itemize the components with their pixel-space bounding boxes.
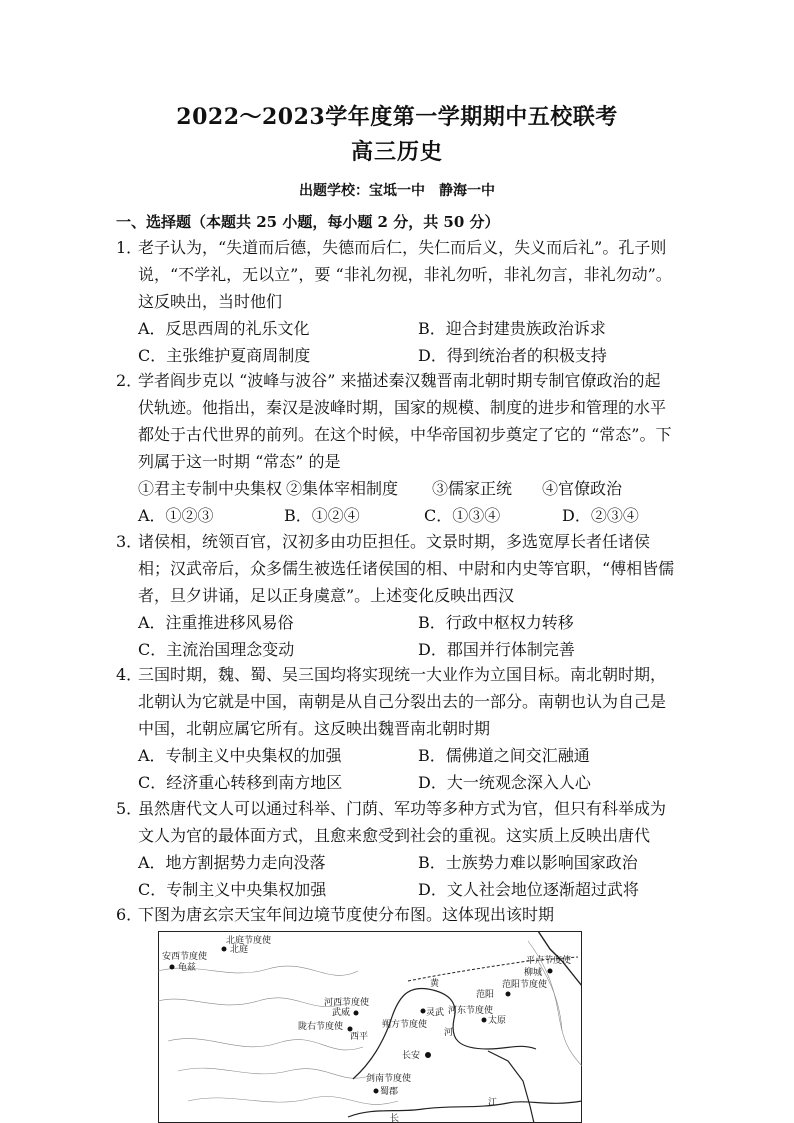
option-a[interactable]: A．地方割据势力走向没落 bbox=[138, 853, 326, 872]
option-d[interactable]: D．大一统观念深入人心 bbox=[418, 773, 591, 792]
statement-3: ③儒家正统 bbox=[432, 479, 513, 498]
city-beiting bbox=[222, 947, 227, 952]
statement-2: ②集体宰相制度 bbox=[286, 479, 399, 498]
map-label: 黄 bbox=[430, 979, 440, 989]
question-number: 1． bbox=[116, 238, 143, 257]
map-label: 范阳 bbox=[476, 990, 495, 1000]
question-5 bbox=[116, 795, 676, 903]
city-changan bbox=[425, 1052, 431, 1058]
map-label: 剑南节度使 bbox=[366, 1074, 412, 1084]
option-a[interactable]: A．注重推进移风易俗 bbox=[138, 613, 294, 632]
question-stem: 老子认为，“失道而后德，失德而后仁，失仁而后义，失义而后礼”。孔子则说，“不学礼，无以立”，要 “非礼勿视，非礼勿听，非礼勿言，非礼勿动”。这反映出，当时他们 bbox=[138, 238, 672, 311]
option-list bbox=[138, 849, 676, 903]
exam-title: 2022～2023学年度第一学期期中五校联考 bbox=[176, 104, 618, 130]
city-qiuci bbox=[170, 965, 175, 970]
city-fanyang bbox=[506, 992, 511, 997]
question-number: 6． bbox=[116, 905, 143, 924]
option-list bbox=[138, 609, 676, 663]
map-label: 河西节度使 bbox=[324, 998, 370, 1008]
option-list bbox=[138, 502, 676, 529]
map-label: 龟兹 bbox=[178, 963, 197, 973]
option-c[interactable]: C．主流治国理念变动 bbox=[138, 640, 295, 659]
map-label: 长 bbox=[390, 1114, 400, 1123]
option-b[interactable]: B．①②④ bbox=[284, 506, 360, 525]
city-shujun bbox=[374, 1089, 379, 1094]
question-number: 2． bbox=[116, 371, 143, 390]
city-taiyuan bbox=[482, 1018, 487, 1023]
map-label: 朔方节度使 bbox=[382, 1020, 428, 1030]
section-heading: 一、选择题（本题共 25 小题，每小题 2 分，共 50 分） bbox=[116, 213, 500, 231]
map-label: 平卢节度使 bbox=[526, 956, 572, 966]
map-label: 河东节度使 bbox=[448, 1006, 494, 1016]
statement-1: ①君主专制中央集权 bbox=[138, 479, 283, 498]
tang-jiedushi-map bbox=[158, 931, 582, 1123]
question-1 bbox=[116, 234, 676, 369]
option-b[interactable]: B．士族势力难以影响国家政治 bbox=[418, 853, 638, 872]
map-label: 太原 bbox=[488, 1016, 507, 1026]
option-c[interactable]: C．专制主义中央集权加强 bbox=[138, 880, 327, 899]
question-2 bbox=[116, 367, 676, 529]
map-label: 西平 bbox=[350, 1032, 369, 1042]
option-c[interactable]: C．主张维护夏商周制度 bbox=[138, 346, 311, 365]
map-label: 灵武 bbox=[426, 1008, 445, 1018]
option-d[interactable]: D．文人社会地位逐渐超过武将 bbox=[418, 880, 639, 899]
option-d[interactable]: D．得到统治者的积极支持 bbox=[418, 346, 607, 365]
option-b[interactable]: B．行政中枢权力转移 bbox=[418, 613, 574, 632]
map-label: 陇右节度使 bbox=[298, 1022, 344, 1032]
question-stem: 学者阎步克以 “波峰与波谷” 来描述秦汉魏晋南北朝时期专制官僚政治的起伏轨迹。他指出，秦汉是波峰时期，国家的规模、制度的进步和管理的水平都处于古代世界的前列。在这个时候，中华帝国初步奠定了它的 “常态”。下列属于这一时期 “常态” 的是 bbox=[138, 371, 672, 471]
map-label: 蜀郡 bbox=[380, 1087, 399, 1097]
map-label: 江 bbox=[488, 1098, 498, 1108]
map-label: 武威 bbox=[332, 1008, 351, 1018]
option-b[interactable]: B．儒佛道之间交汇融通 bbox=[418, 746, 590, 765]
setter-schools: 出题学校：宝坻一中 静海一中 bbox=[299, 183, 495, 199]
city-wuwei bbox=[354, 1011, 359, 1016]
question-4 bbox=[116, 661, 676, 796]
question-stem: 三国时期，魏、蜀、吴三国均将实现统一大业作为立国目标。南北朝时期，北朝认为它就是中国，南朝是从自己分裂出去的一部分。南朝也认为自己是中国，北朝应属它所有。这反映出魏晋南北朝时期 bbox=[138, 665, 667, 738]
option-a[interactable]: A．专制主义中央集权的加强 bbox=[138, 746, 342, 765]
option-b[interactable]: B．迎合封建贵族政治诉求 bbox=[418, 319, 606, 338]
map-label: 北庭 bbox=[230, 945, 249, 955]
city-lingwu bbox=[421, 1009, 426, 1014]
option-c[interactable]: C．①③④ bbox=[424, 506, 501, 525]
map-label: 北庭节度使 bbox=[226, 936, 272, 946]
question-6 bbox=[116, 901, 676, 928]
exam-subtitle: 高三历史 bbox=[350, 139, 443, 165]
question-stem: 下图为唐玄宗天宝年间边境节度使分布图。这体现出该时期 bbox=[138, 905, 555, 924]
question-3 bbox=[116, 528, 676, 663]
question-number: 3． bbox=[116, 532, 143, 551]
city-xiping bbox=[348, 1027, 353, 1032]
question-number: 5． bbox=[116, 799, 143, 818]
option-d[interactable]: D．郡国并行体制完善 bbox=[418, 640, 575, 659]
option-a[interactable]: A．反思西周的礼乐文化 bbox=[138, 319, 310, 338]
option-d[interactable]: D．②③④ bbox=[562, 506, 639, 525]
statement-list bbox=[138, 475, 676, 502]
city-liucheng bbox=[548, 969, 553, 974]
option-list bbox=[138, 742, 676, 796]
question-stem: 诸侯相，统领百官，汉初多由功臣担任。文景时期，多选宽厚长者任诸侯相；汉武帝后，众多儒生被选任诸侯国的相、中尉和内史等官职，“傅相皆儒者，旦夕讲诵，足以正身虞意”。上述变化反映出西汉 bbox=[138, 532, 675, 605]
option-c[interactable]: C．经济重心转移到南方地区 bbox=[138, 773, 343, 792]
map-label: 长安 bbox=[402, 1051, 421, 1061]
map-label: 范阳节度使 bbox=[502, 980, 548, 990]
map-label: 柳城 bbox=[524, 968, 543, 978]
map-label: 河 bbox=[444, 1028, 454, 1038]
statement-4: ④官僚政治 bbox=[542, 479, 623, 498]
question-number: 4． bbox=[116, 665, 143, 684]
question-stem: 虽然唐代文人可以通过科举、门荫、军功等多种方式为官，但只有科举成为文人为官的最体面方式，且愈来愈受到社会的重视。这实质上反映出唐代 bbox=[138, 799, 667, 845]
option-a[interactable]: A．①②③ bbox=[138, 506, 214, 525]
option-list bbox=[138, 315, 676, 369]
map-label: 安西节度使 bbox=[162, 952, 208, 962]
